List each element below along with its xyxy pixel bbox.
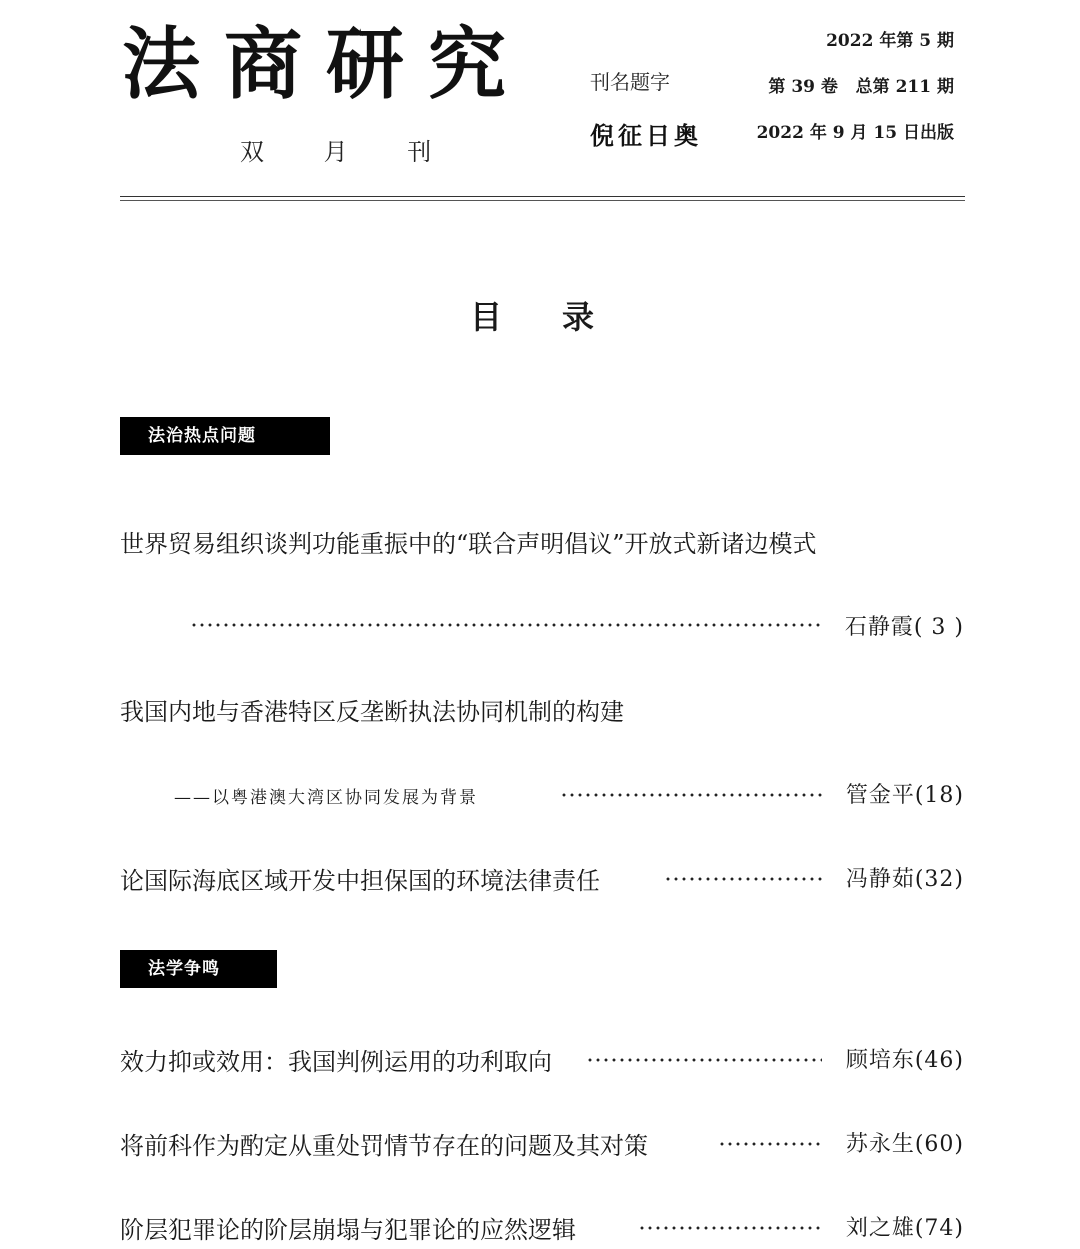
page-number: (18) [914, 783, 964, 808]
toc-entry-title[interactable]: 世界贸易组织谈判功能重振中的“联合声明倡议”开放式新诸边模式 [120, 530, 817, 558]
dot-leader [718, 1141, 822, 1147]
toc-heading: 目录 [470, 298, 655, 336]
toc-entry-title[interactable]: 效力抑或效用：我国判例运用的功利取向 [120, 1048, 552, 1076]
toc-entry-author [846, 1127, 964, 1158]
section-tag-legal-debate: 法学争鸣 [120, 950, 277, 988]
section-tag-rule-of-law-hot-issues: 法治热点问题 [120, 417, 330, 455]
toc-entry-subtitle: ——以粤港澳大湾区协同发展为背景 [174, 788, 478, 808]
author-name: 苏永生 [845, 1132, 915, 1157]
dot-leader [560, 792, 822, 798]
publication-date: 2022 年 9 月 15 日出版 [756, 123, 954, 143]
toc-entry-title[interactable]: 我国内地与香港特区反垄断执法协同机制的构建 [120, 698, 624, 726]
header-divider-bottom [120, 200, 965, 201]
issue-number: 2022 年第 5 期 [826, 31, 954, 51]
toc-entry-title[interactable]: 将前科作为酌定从重处罚情节存在的问题及其对策 [120, 1132, 648, 1160]
page-number: ( 3 ) [913, 615, 964, 640]
dot-leader [586, 1057, 822, 1063]
author-name: 顾培东 [845, 1048, 915, 1073]
dot-leader [638, 1225, 822, 1231]
toc-entry-title[interactable]: 阶层犯罪论的阶层崩塌与犯罪论的应然逻辑 [120, 1216, 576, 1244]
dot-leader [664, 876, 822, 882]
toc-entry-author [846, 862, 964, 893]
page-number: (60) [914, 1132, 964, 1157]
page-number: (32) [914, 867, 964, 892]
author-name: 管金平 [845, 783, 915, 808]
toc-entry-title[interactable]: 论国际海底区域开发中担保国的环境法律责任 [120, 867, 600, 895]
page-number: (74) [914, 1216, 964, 1241]
dot-leader [190, 622, 822, 628]
inscription-label: 刊名题字 [590, 70, 670, 94]
volume-number: 第 39 卷 总第 211 期 [768, 77, 954, 97]
toc-entry-author [846, 778, 964, 809]
toc-entry-author [846, 1043, 964, 1074]
toc-entry-author [845, 610, 964, 641]
publication-frequency: 双 月 刊 [240, 138, 458, 166]
calligrapher-signature: 倪征日奥 [590, 121, 702, 150]
journal-title: 法商研究 [122, 19, 531, 110]
author-name: 冯静茹 [845, 867, 915, 892]
toc-entry-author [846, 1211, 964, 1242]
author-name: 石静霞 [844, 615, 914, 640]
author-name: 刘之雄 [845, 1216, 915, 1241]
page-number: (46) [914, 1048, 964, 1073]
header-divider-top [120, 196, 965, 197]
